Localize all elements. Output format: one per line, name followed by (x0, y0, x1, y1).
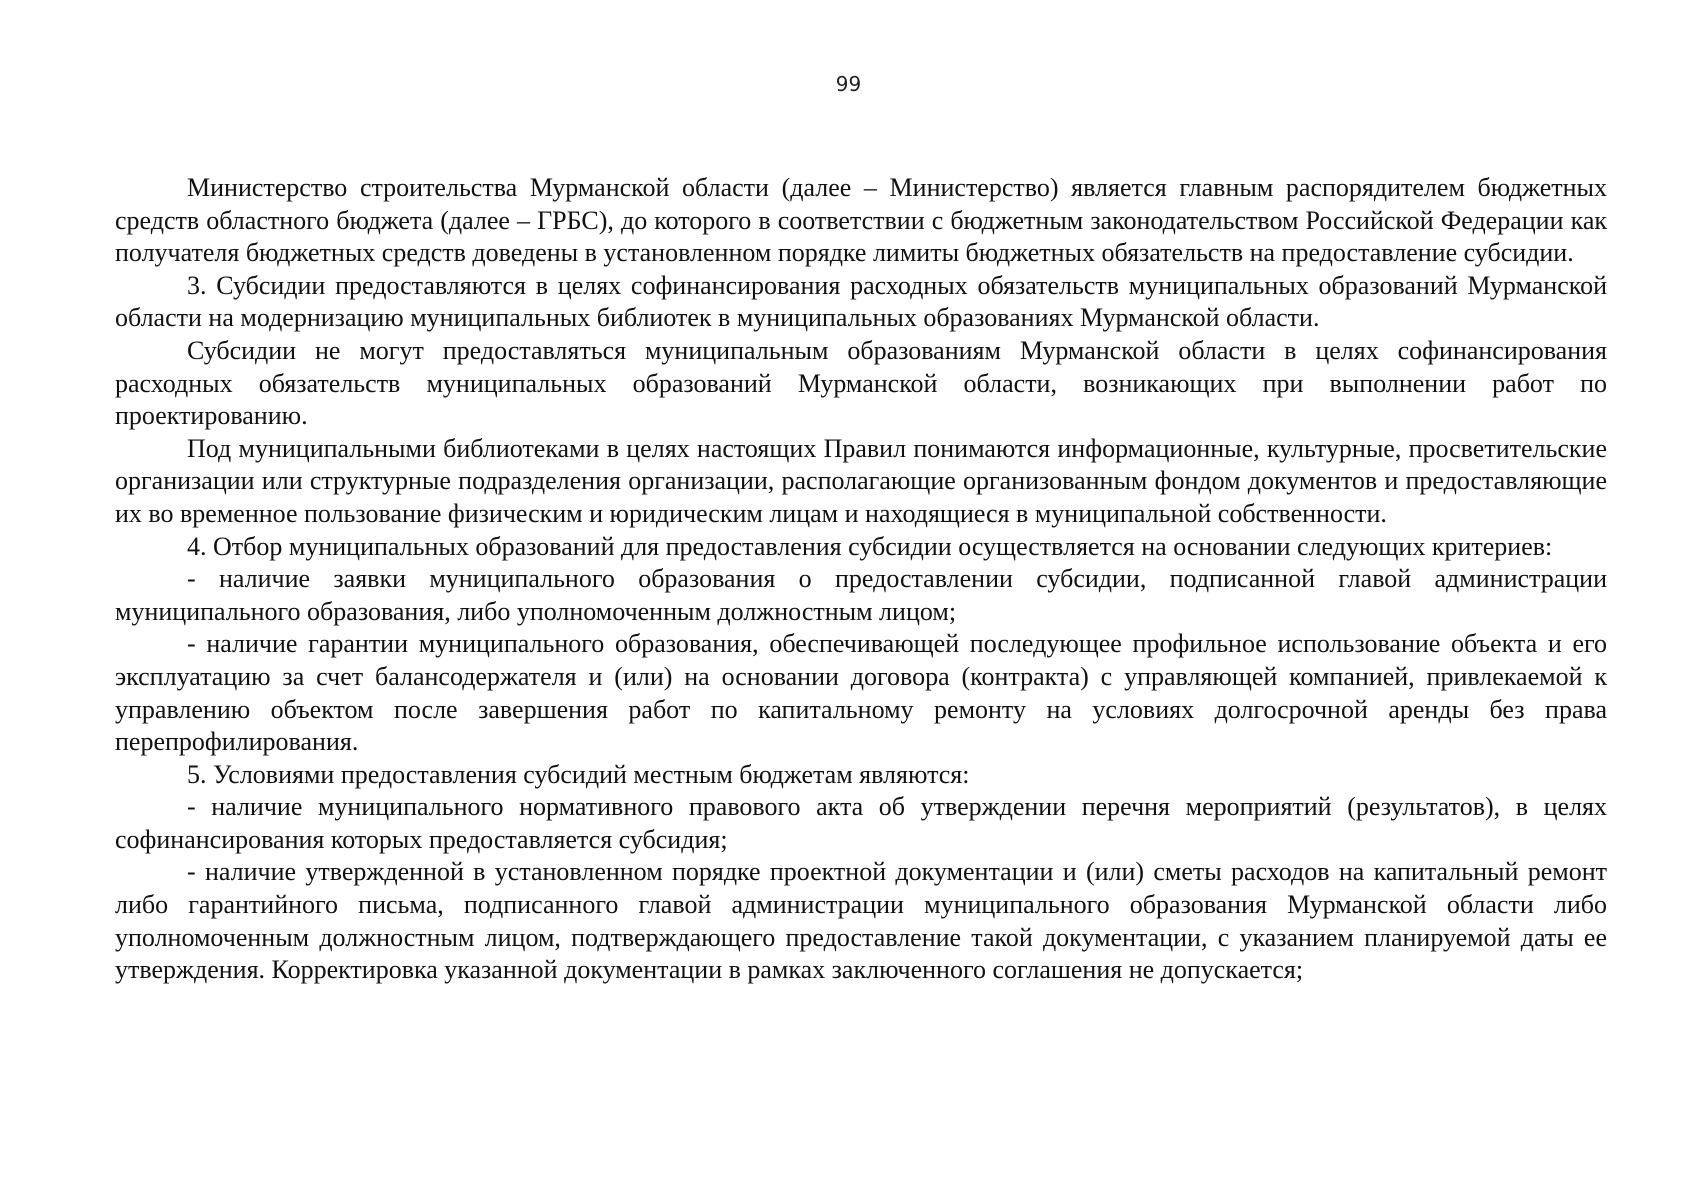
page-number: 99 (835, 72, 862, 96)
paragraph-5-conditions: 5. Условиями предоставления субсидий местным бюджетам являются: (187, 759, 970, 789)
list-item-normative-act: - наличие муниципального нормативного правового акта об утверждении перечня мероприятий (результатов), в целях софинансирования которых предоставляется субсидия; (115, 792, 1607, 854)
list-item-project-documentation: - наличие утвержденной в установленном порядке проектной документации и (или) сметы расходов на капитальный ремонт либо гарантийного письма, подписанного главой администрации муниципального образования Мурманской области либо уполномоченным должностным лицом, подтверждающего предоставление такой документации, с указанием планируемой даты ее утверждения. Корректировка указанной документации в рамках заключенного соглашения не допускается; (115, 857, 1607, 985)
paragraph-subsidy-restriction: Субсидии не могут предоставляться муниципальным образованиям Мурманской области в целях софинансирования расходных обязательств муниципальных образований Мурманской области, возникающих при выполнении работ по проектированию. (115, 335, 1607, 431)
paragraph-3-subsidy-purpose: 3. Субсидии предоставляются в целях софинансирования расходных обязательств муниципальных образований Мурманской области на модернизацию муниципальных библиотек в муниципальных образованиях Мурманской области. (115, 270, 1607, 333)
list-item-guarantee: - наличие гарантии муниципального образования, обеспечивающей последующее профильное использование объекта и его эксплуатацию за счет балансодержателя и (или) на основании договора (контракта) с управляющей компанией, привлекаемой к управлению объектом после завершения работ по капитальному ремонту на условиях долгосрочной аренды без права перепрофилирования. (115, 629, 1607, 757)
document-body (115, 172, 1607, 987)
list-item-application: - наличие заявки муниципального образования о предоставлении субсидии, подписанной главой администрации муниципального образования, либо уполномоченным должностным лицом; (115, 564, 1607, 626)
paragraph-4-selection-criteria: 4. Отбор муниципальных образований для предоставления субсидии осуществляется на основании следующих критериев: (187, 531, 1553, 561)
paragraph-ministry-grbs: Министерство строительства Мурманской области (далее – Министерство) является главным распорядителем бюджетных средств областного бюджета (далее – ГРБС), до которого в соответствии с бюджетным законодательством Российской Федерации как получателя бюджетных средств доведены в установленном порядке лимиты бюджетных обязательств на предоставление субсидии. (115, 173, 1607, 268)
paragraph-libraries-definition: Под муниципальными библиотеками в целях настоящих Правил понимаются информационные, культурные, просветительские организации или структурные подразделения организации, располагающие организованным фондом документов и предоставляющие их во временное пользование физическим и юридическим лицам и находящиеся в муниципальной собственности. (115, 433, 1607, 528)
